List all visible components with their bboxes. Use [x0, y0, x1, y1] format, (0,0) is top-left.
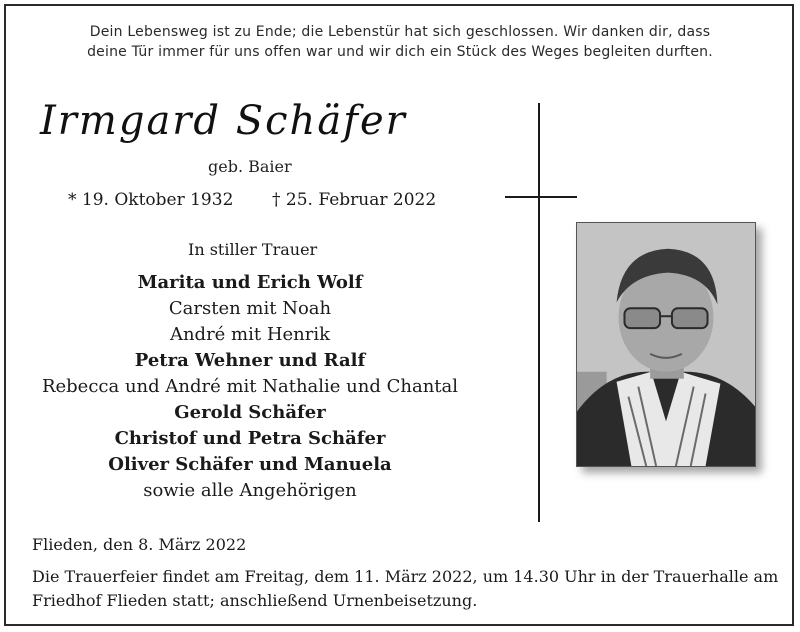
cross-bar [505, 196, 577, 198]
place-date: Flieden, den 8. März 2022 [32, 535, 247, 554]
mourners-list [0, 270, 500, 504]
portrait-photo [576, 222, 756, 467]
cross-icon [538, 103, 540, 522]
mourner-line: Christof und Petra Schäfer [114, 428, 386, 449]
service-line-2: Friedhof Flieden statt; anschließend Urnenbeisetzung. [32, 591, 478, 610]
birth-date: * 19. Oktober 1932 [68, 190, 234, 210]
mourner-line: Rebecca und André mit Nathalie und Chantal [41, 376, 459, 397]
deceased-name: Irmgard Schäfer [40, 98, 407, 144]
mourner-line: Petra Wehner und Ralf [134, 350, 366, 371]
mourner-line: sowie alle Angehörigen [143, 480, 357, 501]
mourner-line: Gerold Schäfer [174, 402, 326, 423]
mourning-label: In stiller Trauer [188, 240, 318, 259]
mourner-line: André mit Henrik [169, 324, 331, 345]
service-line-1: Die Trauerfeier findet am Freitag, dem 11. März 2022, um 14.30 Uhr in der Trauerhalle am [32, 567, 779, 586]
funeral-service-info [32, 565, 782, 613]
mourner-line: Marita und Erich Wolf [137, 272, 363, 293]
motto-line-1: Dein Lebensweg ist zu Ende; die Lebenstür hat sich geschlossen. Wir danken dir, dass [89, 24, 711, 40]
maiden-name: geb. Baier [208, 157, 292, 176]
death-date: † 25. Februar 2022 [272, 190, 437, 210]
mourner-line: Oliver Schäfer und Manuela [108, 454, 392, 475]
mourner-line: Carsten mit Noah [168, 298, 332, 319]
motto-text [0, 22, 800, 62]
motto-line-2: deine Tür immer für uns offen war und wir dich ein Stück des Weges begleiten durften. [87, 44, 713, 60]
